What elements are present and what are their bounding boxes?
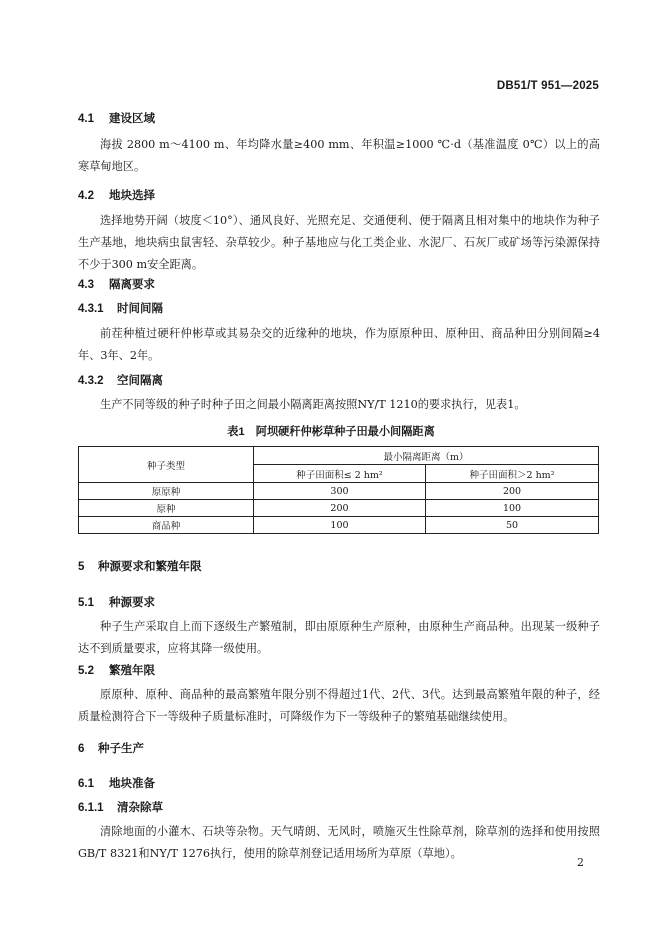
- header-area-large: 种子田面积＞2 hm²: [426, 465, 599, 483]
- heading-4-2: [78, 187, 155, 203]
- heading-number: 4.3: [78, 279, 94, 291]
- table-caption: 表1 阿坝硬秆仲彬草种子田最小间隔距离: [227, 426, 435, 438]
- document-code: DB51/T 951—2025: [496, 80, 599, 92]
- heading-number: 4.1: [78, 113, 94, 125]
- cell-distance-large: 100: [426, 500, 599, 517]
- heading-5-2: [78, 662, 155, 678]
- cell-distance-small: 200: [254, 500, 426, 517]
- cell-seed-type: 原种: [79, 500, 254, 517]
- heading-title: 建设区域: [109, 113, 155, 125]
- heading-number: 6.1: [78, 778, 94, 790]
- cell-distance-large: 200: [426, 483, 599, 500]
- heading-number: 5.1: [78, 597, 94, 609]
- heading-number: 4.3.1: [78, 303, 104, 315]
- table-row: [79, 517, 599, 534]
- heading-title: 时间间隔: [117, 303, 163, 315]
- cell-seed-type: 商品种: [79, 517, 254, 534]
- paragraph-4-3-2: 生产不同等级的种子时种子田之间最小隔离距离按照NY/T 1210的要求执行，见表1。: [100, 398, 526, 411]
- page-number: 2: [577, 856, 584, 869]
- heading-5: [78, 558, 202, 574]
- heading-title: 空间隔离: [117, 375, 163, 387]
- heading-number: 6: [78, 743, 85, 755]
- header-min-distance: 最小隔离距离（m）: [254, 447, 599, 465]
- heading-number: 4.3.2: [78, 375, 104, 387]
- isolation-distance-table: [78, 446, 599, 534]
- heading-title: 隔离要求: [109, 279, 155, 291]
- heading-4-1: [78, 110, 155, 126]
- heading-4-3-1: [78, 300, 163, 316]
- heading-number: 6.1.1: [78, 802, 104, 814]
- heading-title: 地块选择: [109, 190, 155, 202]
- heading-number: 5: [78, 561, 85, 573]
- heading-6-1: [78, 775, 155, 791]
- heading-number: 4.2: [78, 190, 94, 202]
- heading-title: 种源要求: [109, 597, 155, 609]
- table-row: [79, 483, 599, 500]
- heading-title: 地块准备: [109, 778, 155, 790]
- header-area-small: 种子田面积≤ 2 hm²: [254, 465, 426, 483]
- heading-4-3: [78, 276, 155, 292]
- paragraph-6-1-1: 清除地面的小灌木、石块等杂物。天气晴朗、无风时，喷施灭生性除草剂，除草剂的选择和使用按照GB/T 8321和NY/T 1276执行，使用的除草剂登记适用场所为草原（草地）。: [78, 825, 600, 860]
- cell-seed-type: 原原种: [79, 483, 254, 500]
- heading-title: 清杂除草: [117, 802, 163, 814]
- table-row: [79, 500, 599, 517]
- header-seed-type: 种子类型: [79, 447, 254, 483]
- paragraph-5-2: 原原种、原种、商品种的最高繁殖年限分别不得超过1代、2代、3代。达到最高繁殖年限的种子，经质量检测符合下一等级种子质量标准时，可降级作为下一等级种子的繁殖基础继续使用。: [78, 688, 600, 723]
- paragraph-5-1: 种子生产采取自上而下逐级生产繁殖制，即由原原种生产原种，由原种生产商品种。出现某一级种子达不到质量要求，应将其降一级使用。: [78, 620, 600, 655]
- heading-number: 5.2: [78, 665, 94, 677]
- cell-distance-small: 300: [254, 483, 426, 500]
- heading-6-1-1: [78, 799, 163, 815]
- heading-4-3-2: [78, 372, 163, 388]
- heading-6: [78, 740, 144, 756]
- paragraph-4-2: 选择地势开阔（坡度＜10°）、通风良好、光照充足、交通便利、便于隔离且相对集中的地块作为种子生产基地，地块病虫鼠害轻、杂草较少。种子基地应与化工类企业、水泥厂、石灰厂或矿场等污染源保持不少于300 m安全距离。: [78, 214, 600, 271]
- heading-title: 种源要求和繁殖年限: [98, 561, 202, 573]
- paragraph-4-3-1: 前茬种植过硬秆仲彬草或其易杂交的近缘种的地块，作为原原种田、原种田、商品种田分别间隔≥4年、3年、2年。: [78, 327, 600, 362]
- heading-5-1: [78, 594, 155, 610]
- heading-title: 繁殖年限: [109, 665, 155, 677]
- cell-distance-large: 50: [426, 517, 599, 534]
- heading-title: 种子生产: [98, 743, 144, 755]
- cell-distance-small: 100: [254, 517, 426, 534]
- paragraph-4-1: 海拔 2800 m～4100 m、年均降水量≥400 mm、年积温≥1000 ℃·d（基准温度 0℃）以上的高寒草甸地区。: [78, 138, 600, 173]
